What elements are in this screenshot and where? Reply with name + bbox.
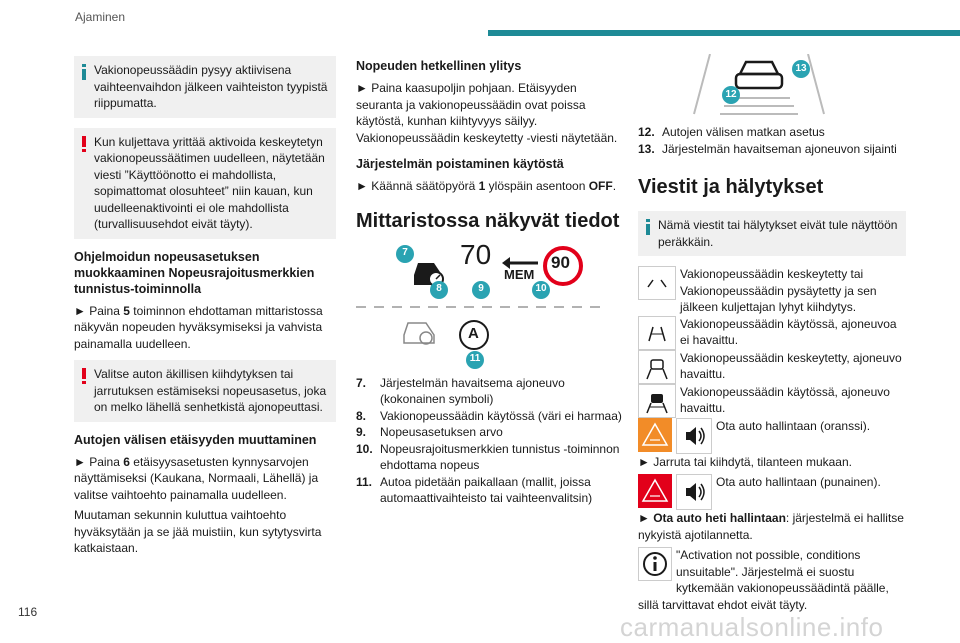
sound-icon	[676, 418, 712, 454]
badge-12: 12	[722, 86, 740, 104]
list-item: 10. Nopeusrajoitusmerkkien tunnistus -toiminnon ehdottama nopeus	[356, 441, 620, 472]
message-row: Vakionopeussäädin käytössä, ajoneuvo havaittu.	[638, 384, 906, 418]
column-1	[74, 56, 336, 561]
heading-cluster: Mittaristossa näkyvät tiedot	[356, 209, 620, 232]
heading-suggested-speed: Ohjelmoidun nopeusasetuksen muokkaaminen Nopeusrajoitusmerkkien tunnistus-toiminnolla	[74, 249, 315, 296]
lane-line-right	[808, 54, 824, 114]
paragraph-distance-2: Muutaman sekunnin kuluttua vaihtoehto hyväksytään ja se jää muistiin, kun sytytysvirta katkaistaan.	[74, 508, 322, 555]
paragraph-deactivate: ► Käännä säätöpyörä 1 ylöspäin asentoon OFF.	[356, 179, 617, 193]
cluster-illustration	[356, 238, 624, 369]
vehicle-filled-icon	[638, 384, 676, 418]
page-number: 116	[18, 605, 38, 619]
cruise-inactive-icon	[404, 323, 434, 344]
cruise-paused-icon	[638, 266, 676, 300]
heading-exceed: Nopeuden hetkellinen ylitys	[356, 59, 522, 73]
heading-distance: Autojen välisen etäisyyden muuttaminen	[74, 432, 317, 447]
sound-icon	[676, 474, 712, 510]
warning-icon	[81, 136, 87, 157]
column-3	[638, 54, 906, 613]
section-title: Ajaminen	[75, 10, 126, 24]
watermark: carmanualsonline.info	[620, 612, 884, 642]
distance-illustration	[638, 54, 906, 120]
badge-11: 11	[466, 351, 484, 369]
paragraph-suggested-speed: ► Paina 5 toiminnon ehdottaman mittaristossa näkyvän nopeuden hyväksymiseksi ja vahvista painamalla uudelleen.	[74, 303, 323, 351]
badge-13: 13	[792, 60, 810, 78]
info-icon	[81, 64, 87, 85]
message-row: "Activation not possible, conditions unsuitable". Järjestelmä ei suostu kytkemään vakionopeussäädintä päälle, sillä tarvittavat ehdot eivät täyty.	[638, 548, 889, 612]
column-2	[356, 56, 624, 507]
paragraph-distance: ► Paina 6 etäisyysasetusten kynnysarvojen näyttämiseksi (Kaukana, Normaali, Lähellä) ja valitse vaihtoehto painamalla uudelleen.	[74, 454, 319, 502]
badge-7: 7	[396, 245, 414, 263]
message-row: Vakionopeussäädin käytössä, ajoneuvoa ei havaittu.	[638, 316, 906, 350]
list-item: 13. Järjestelmän havaitseman ajoneuvon sijainti	[638, 141, 897, 156]
auto-hold-letter: A	[468, 324, 479, 342]
info-circle-icon	[638, 547, 672, 581]
message-row: Vakionopeussäädin keskeytetty tai Vakionopeussäädin pysäytetty ja sen jälkeen kuljettajan lyhyt kiihdytys.	[638, 266, 906, 316]
legend-list-1	[356, 375, 624, 507]
lane-line-left	[694, 54, 710, 114]
take-control-red-icon	[638, 474, 672, 508]
message-row: Ota auto hallintaan (oranssi).	[638, 418, 906, 454]
message-row: Vakionopeussäädin keskeytetty, ajoneuvo havaittu.	[638, 350, 906, 384]
list-item: 12. Autojen välisen matkan asetus	[638, 125, 825, 139]
list-item: 11. Autoa pidetään paikallaan (mallit, joissa automaattivaihteisto tai vaihteenvalitsin)	[356, 474, 593, 505]
list-item: 7. Järjestelmän havaitsema ajoneuvo (kokonainen symboli)	[356, 375, 565, 406]
header-accent-bar	[488, 30, 960, 36]
heading-messages: Viestit ja hälytykset	[638, 176, 824, 198]
warning-text: Valitse auton äkillisen kiihdytyksen tai jarrutuksen estämiseksi nopeusasetus, joka on melko lähellä senhetkistä ajonopeuttasi.	[94, 367, 327, 414]
info-box	[638, 211, 906, 256]
list-item: 8. Vakionopeussäädin käytössä (väri ei harmaa)	[356, 408, 622, 423]
vehicle-outline-icon	[638, 350, 676, 384]
info-box	[74, 56, 336, 118]
list-item: 9. Nopeusasetuksen arvo	[356, 425, 503, 439]
mem-label: MEM	[504, 266, 535, 282]
instruction-brake: ► Jarruta tai kiihdytä, tilanteen mukaan.	[638, 454, 852, 469]
message-row: Ota auto hallintaan (punainen).	[638, 474, 906, 510]
speed-value: 70	[460, 238, 492, 270]
legend-list-2	[638, 124, 906, 157]
badge-8: 8	[430, 281, 448, 299]
heading-deactivate: Järjestelmän poistaminen käytöstä	[356, 157, 564, 171]
warning-box	[74, 128, 336, 239]
instruction-take-control: ► Ota auto heti hallintaan: järjestelmä ei hallitse nykyistä ajotilannetta.	[638, 511, 904, 542]
warning-box	[74, 360, 336, 422]
info-icon	[645, 219, 651, 240]
take-control-orange-icon	[638, 418, 672, 452]
info-text: Vakionopeussäädin pysyy aktiivisena vaihteenvaihdon jälkeen vaihteiston tyypistä riippumatta.	[94, 63, 328, 110]
cruise-active-road-icon	[638, 316, 676, 350]
badge-9: 9	[472, 281, 490, 299]
warning-text: Kun kuljettava yrittää aktivoida keskeytetyn vakionopeussäätimen uudelleen, näytetään viesti ”Käyttöönotto ei mahdollista, sopimattomat olosuhteet” niin kauan, kun uudelleenaktivointi ei ole mahdollista (turvallisuusehdot eivät täyty).	[94, 134, 325, 231]
limit-value: 90	[551, 252, 570, 272]
paragraph-exceed: ► Paina kaasupoljin pohjaan. Etäisyyden seuranta ja vakionopeussäädin ovat poissa käytöstä, kunhan kiihtyvyys säilyy. Vakionopeussäädin keskeytetty -viesti näytetään.	[356, 81, 618, 145]
badge-10: 10	[532, 281, 550, 299]
warning-icon	[81, 368, 87, 389]
info-text: Nämä viestit tai hälytykset eivät tule näyttöön peräkkäin.	[658, 218, 898, 249]
vehicle-ahead-icon	[736, 62, 782, 88]
